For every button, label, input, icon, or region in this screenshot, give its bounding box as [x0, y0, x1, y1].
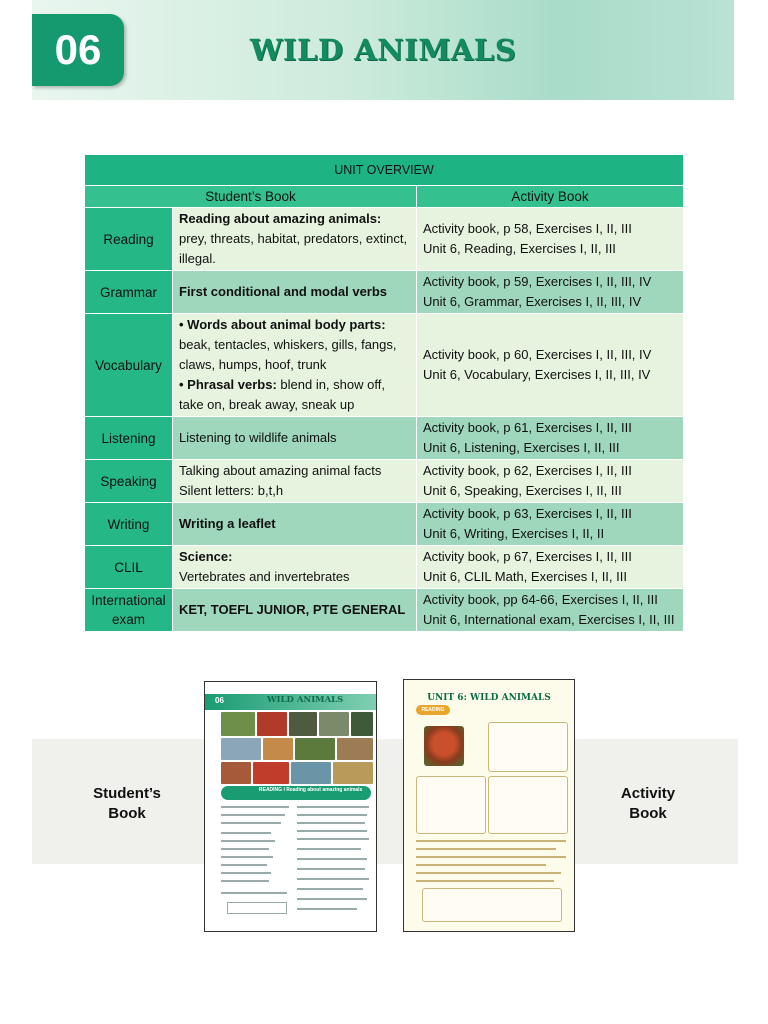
cell-text: blend in, show off, take on, break away, sneak up	[179, 377, 385, 412]
cell-line: Activity book, p 62, Exercises I, II, III	[423, 463, 632, 478]
cell-bold-text: Reading about amazing animals:	[179, 211, 382, 226]
row-skill-label: International exam	[85, 589, 173, 632]
cell-bold-text: • Phrasal verbs:	[179, 377, 277, 392]
cell-line	[179, 209, 410, 269]
activity-book-thumbnail	[403, 679, 575, 932]
cell-line	[179, 461, 410, 481]
thumbnail-unit-badge: 06	[215, 696, 224, 705]
activity-book-label: Activity Book	[620, 785, 676, 822]
table-body	[85, 208, 684, 632]
cell-line: Activity book, p 60, Exercises I, II, III, IV	[423, 347, 652, 362]
row-skill-label: CLIL	[85, 546, 173, 589]
cell-line	[179, 282, 410, 302]
table-row	[85, 503, 684, 546]
cell-line	[179, 514, 410, 534]
students-book-cell	[173, 417, 417, 460]
students-book-cell	[173, 208, 417, 271]
table-row	[85, 417, 684, 460]
thumbnail-header	[205, 694, 376, 710]
row-skill-label: Vocabulary	[85, 314, 173, 417]
unit-overview-table	[84, 154, 684, 632]
students-book-cell	[173, 589, 417, 632]
thumbnail-text-box	[416, 776, 486, 834]
thumbnail-title: UNIT 6: WILD ANIMALS	[427, 693, 551, 703]
students-book-cell	[173, 271, 417, 314]
unit-title: WILD ANIMALS	[249, 33, 517, 67]
cell-line: Unit 6, Listening, Exercises I, II, III	[423, 440, 620, 455]
cell-bold-text: First conditional and modal verbs	[179, 284, 388, 299]
cell-bold-text: KET, TOEFL JUNIOR, PTE GENERAL	[179, 602, 406, 617]
cell-line	[179, 375, 410, 415]
thumbnail-text-box	[488, 776, 568, 834]
table-row	[85, 546, 684, 589]
activity-book-cell	[417, 314, 684, 417]
thumbnail-reading-tag: READING	[416, 705, 450, 715]
cell-line: Unit 6, Reading, Exercises I, II, III	[423, 241, 616, 256]
row-skill-label: Reading	[85, 208, 173, 271]
thumbnail-answer-table	[422, 888, 562, 922]
activity-book-cell	[417, 417, 684, 460]
thumbnail-title: WILD ANIMALS	[267, 695, 344, 705]
activity-book-cell	[417, 503, 684, 546]
cell-line	[179, 481, 410, 501]
students-book-thumbnail	[204, 681, 377, 932]
thumbnail-reading-bar: READING I Reading about amazing animals	[221, 786, 371, 800]
cell-line	[179, 428, 410, 448]
row-skill-label: Speaking	[85, 460, 173, 503]
cell-bold-text: Writing a leaflet	[179, 516, 276, 531]
unit-number-badge: 06	[32, 14, 124, 86]
cell-line	[179, 335, 410, 375]
students-book-cell	[173, 460, 417, 503]
cell-line: Unit 6, Writing, Exercises I, II, II	[423, 526, 605, 541]
cell-line	[179, 315, 410, 335]
unit-header-banner	[32, 0, 734, 100]
cell-line: Unit 6, Grammar, Exercises I, II, III, IV	[423, 294, 642, 309]
table-row	[85, 460, 684, 503]
cell-line	[179, 600, 410, 620]
cell-line: Activity book, p 59, Exercises I, II, III, IV	[423, 274, 652, 289]
cell-line: Activity book, pp 64-66, Exercises I, II, III	[423, 592, 658, 607]
table-row	[85, 314, 684, 417]
cell-line: Unit 6, Speaking, Exercises I, II, III	[423, 483, 622, 498]
cell-text: Silent letters: b,t,h	[179, 483, 284, 498]
thumbnail-text-box	[488, 722, 568, 772]
row-skill-label: Grammar	[85, 271, 173, 314]
cell-text: prey, threats, habitat, predators, extinct, illegal.	[179, 231, 408, 266]
activity-book-cell	[417, 460, 684, 503]
students-book-cell	[173, 314, 417, 417]
cell-bold-text: • Words about animal body parts:	[179, 317, 386, 332]
cell-bold-text: Science:	[179, 549, 233, 564]
cell-text: Vertebrates and invertebrates	[179, 569, 350, 584]
cell-line	[179, 567, 410, 587]
red-panda-photo	[424, 726, 464, 766]
students-book-cell	[173, 503, 417, 546]
cell-line: Unit 6, CLIL Math, Exercises I, II, III	[423, 569, 627, 584]
activity-book-cell	[417, 208, 684, 271]
students-book-cell	[173, 546, 417, 589]
cell-line: Activity book, p 58, Exercises I, II, III	[423, 221, 632, 236]
cell-line: Activity book, p 67, Exercises I, II, III	[423, 549, 632, 564]
cell-line: Unit 6, International exam, Exercises I, II, III	[423, 612, 675, 627]
table-row	[85, 208, 684, 271]
column-header-activity-book: Activity Book	[417, 186, 684, 208]
table-row	[85, 271, 684, 314]
table-title: UNIT OVERVIEW	[85, 155, 684, 186]
cell-text: beak, tentacles, whiskers, gills, fangs, claws, humps, hoof, trunk	[179, 337, 397, 372]
cell-line: Activity book, p 63, Exercises I, II, III	[423, 506, 632, 521]
table-row	[85, 589, 684, 632]
column-header-students-book: Student’s Book	[85, 186, 417, 208]
cell-text: Talking about amazing animal facts	[179, 463, 382, 478]
cell-line: Activity book, p 61, Exercises I, II, III	[423, 420, 632, 435]
cell-line: Unit 6, Vocabulary, Exercises I, II, III, IV	[423, 367, 651, 382]
activity-book-cell	[417, 589, 684, 632]
cell-line	[179, 547, 410, 567]
row-skill-label: Writing	[85, 503, 173, 546]
activity-book-cell	[417, 271, 684, 314]
cell-text: Listening to wildlife animals	[179, 430, 337, 445]
students-book-label: Student’s Book	[93, 785, 161, 822]
row-skill-label: Listening	[85, 417, 173, 460]
activity-book-cell	[417, 546, 684, 589]
